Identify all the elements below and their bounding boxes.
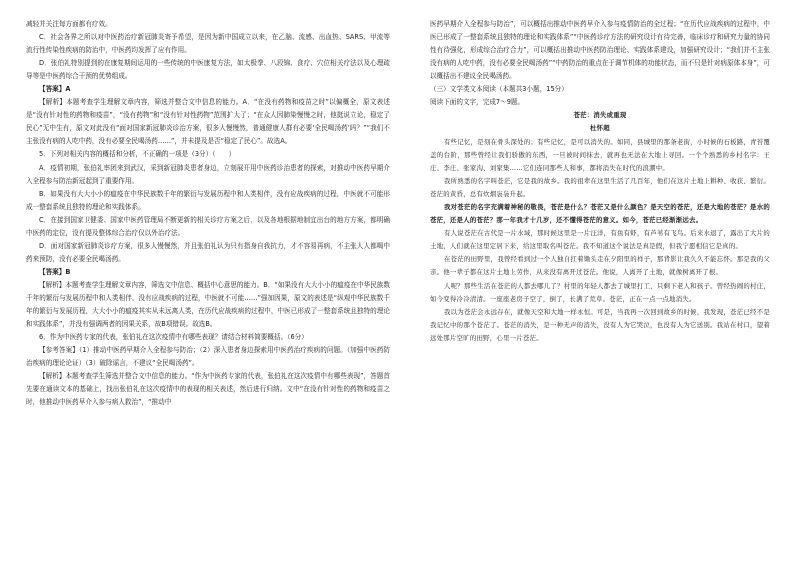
paragraph: C．在接到国家卫健委、国家中医药管理局不断更新的相关诊疗方案之后，以及各地根据地制宜出台的地方方案，都明确中医药的定位，没有提及整体综合治疗仅以外治疗法。 — [26, 215, 390, 237]
paragraph: B．如果没有大大小小的瘟疫在中华民族数千年的繁衍与发展历程中和人类相伴，没有应战疾病的过程，中医就不可能形成一整套系统且独特的理论和实践体系。 — [26, 189, 390, 211]
paragraph: （三）文学类文本阅读（本题共3小题，15分） — [430, 85, 568, 94]
left-column — [26, 18, 390, 552]
paragraph: 【参考答案】（1）推动中医药早期介入全程参与防治；（2）深入患者身边探索用中医药治疗疾病的问题。（加强中医药防治疾病的理论论证）（3）破除谣言，不建议“全民喝汤药”。 — [26, 346, 390, 368]
paragraph: 5．下列对相关内容的概括和分析，不正确的一项是（3分）（ ） — [39, 150, 236, 159]
paragraph: 6．作为中医药专家的代表，张伯礼在这次疫情中有哪些表现？请结合材料简要概括。（6分） — [39, 333, 308, 342]
paragraph: 我对苍茫的名字充满着神秘的敬畏，苍茫是什么？苍茫又是什么颜色？是天空的苍茫，还是大地的苍茫？是水的苍茫，还是人的苍茫？那一年我才十几岁，还不懂得苍茫的意义。如今，苍茫已经渐渐远去。 — [430, 202, 770, 225]
paragraph: 我所熟悉的名字叫苍茫，它是我的故乡。我的祖辈在这里生活了几百年，他们在这片土地上耕种、收获、繁衍。苍茫的黄昏，总有炊烟袅袅升起。 — [430, 176, 770, 198]
paragraph: 【解析】本题考查学生理解文章内容，筛选文中信息、概括中心意思的能力。B．“如果没有大大小小的瘟疫在中华民族数千年的繁衍与发展历程中和人类相伴，没有应战疾病的过程，中医就不可能……”强加因果，原文的表述是“纵观中华民族数千年的繁衍与发展历程，大大小小的瘟疫其实从未远离人类，在历代应战疾病的过程中，中医已形成了一整套系统且独特的理论和实践体系”，并没有强调两者的因果关系，故B项错误。故选B。 — [26, 280, 390, 329]
story-section — [430, 109, 770, 345]
paragraph: C．社会各界之所以对中医药治疗新冠肺炎寄予希望，是因为新中国成立以来，在乙脑、流感、出血热、SARS、甲流等流行性传染性疾病的防治中，中医药均发挥了应有作用。 — [26, 33, 390, 55]
paragraph: D．面对国家新冠肺炎诊疗方案，很多人慢慢然，并且张伯礼认为只有指身自我抗力，才不容易再病，不主张人人都喝中药来预防，没有必要全民喝汤药。 — [26, 241, 390, 263]
paragraph: 在苍茫的田野里，我曾经看到过一个人独自扛着锄头走在夕阳里的样子，那背影让我久久不能忘怀。那是我的父亲。他一辈子都在这片土地上劳作，从来没有离开过苍茫。他说，人离开了土地，就像树离开了根。 — [430, 255, 770, 277]
paragraph: 有些记忆，是刻在骨头深处的；有些记忆，是可以消失的。如同，县城里的那条老街，小时候的石板路，青苔覆盖的台阶，那些曾经让我们骄傲的东西，一旦被时间抹去，就再也无法在大地上寻回。一个个熟悉的乡村名字：王庄、李庄、张家沟、刘家集……它们连同那些人和事，都将消失在时代的浪潮中。 — [430, 137, 770, 172]
paragraph: 我以为苍茫会永远存在，就像天空和大地一样永恒。可是，当我再一次回到故乡的时候，我发现，苍茫已经不是我记忆中的那个苍茫了。苍茫的消失，是一种无声的消失，没有人为它哭泣，也没有人为它送别。我站在村口，望着远处那片空旷的田野，心里一片苍茫。 — [430, 307, 770, 342]
paragraph: 医药早期介入全程参与防治”，可以概括出推动中医药早介入参与疫情防治的全过程；“在历代应战疾病的过程中，中医已形成了一整套系统且独特的理论和实践体系”“中医药诊疗方法的研究设计有待完善，临床诊疗和研究力量的协同性有待强化，形成综合治疗合力”，可以概括出推动中医药防治理论、实践体系建设，加强研究设计；“我们并不主张没有病的人吃中药，没有必要全民喝汤药”“中药防治的重点在于调节机体的功能状态，而不只是针对病原体本身”，可以概括出不建议全民喝汤药。 — [430, 20, 770, 81]
right-column-text — [430, 18, 770, 109]
paragraph: A．疫情初期，张伯礼率团来到武汉，采到新冠肺炎患者身边，立刻展开用中医药诊治患者的探索，对推动中医药早期介入全程参与防治新冠起到了重要作用。 — [26, 163, 390, 185]
right-column — [430, 18, 770, 552]
paragraph: 有人说苍茫在古代是一片水域，那时候这里是一片汪洋，有鱼有虾，有芦苇有飞鸟。后来水退了，露出了大片的土地，人们就在这里定居下来，给这里取名叫苍茫。我不知道这个说法是真是假，但我宁愿相信它是真的。 — [430, 229, 770, 251]
paragraph: 【解析】本题考查学生理解文章内容，筛选并整合文中信息的能力。A．“在没有药物和疫苗之时”以偏概全，原文表述是“没有针对性的药物和疫苗”，“没有药物”和“没有针对性药物”范围扩大了；“在众人因肺染慢慢之时，他挺说立论，稳定了民心”无中生有，原文对此没有“面对国家新冠肺炎诊治方案，很多人慢慢然，普通健康人群有必要‘全民喝汤药’吗？”“我们不主张没有病的人吃中药，没有必要全民喝汤药……”，并未提及是否“稳定了民心”。故选A。 — [26, 98, 390, 146]
paragraph: 【答案】A — [39, 85, 71, 94]
story-title: 苍茫：消失或重现 — [573, 111, 627, 120]
paragraph: D．张伯礼特别提到的在康复期间运用的一些传统的中医康复方法，如太极拳、八段锦、食疗、穴位相关疗法以及心理疏导等是中医药综合干预的优势组成。 — [26, 59, 390, 81]
paragraph: 减轻并关注每方面都有疗效。 — [26, 20, 112, 28]
story-author: 杜怀超 — [590, 124, 610, 133]
story-body — [430, 136, 770, 346]
paragraph: 【解析】本题考查学生筛选并整合文中信息的能力。“作为中医药专家的代表，张伯礼在这次疫情中有哪些表现”，答题首先要在通读文本的基础上，找出张伯礼在这次疫情中的表现的相关表述，然后进行归纳。文中“在没有针对性的药物和疫苗之时，他推动中医药早介入参与病人救治”，“推动中 — [26, 372, 390, 407]
paragraph: 人呢？那些生活在苍茫的人都去哪儿了？村里的年轻人都去了城里打工，只剩下老人和孩子。曾经热闹的村庄，如今变得冷冷清清。一座座老房子空了，倒了，长满了荒草。苍茫，正在一点一点地消失。 — [430, 281, 770, 303]
paragraph: 阅读下面的文字，完成7～9题。 — [430, 98, 525, 107]
paragraph: 【答案】B — [39, 267, 71, 276]
